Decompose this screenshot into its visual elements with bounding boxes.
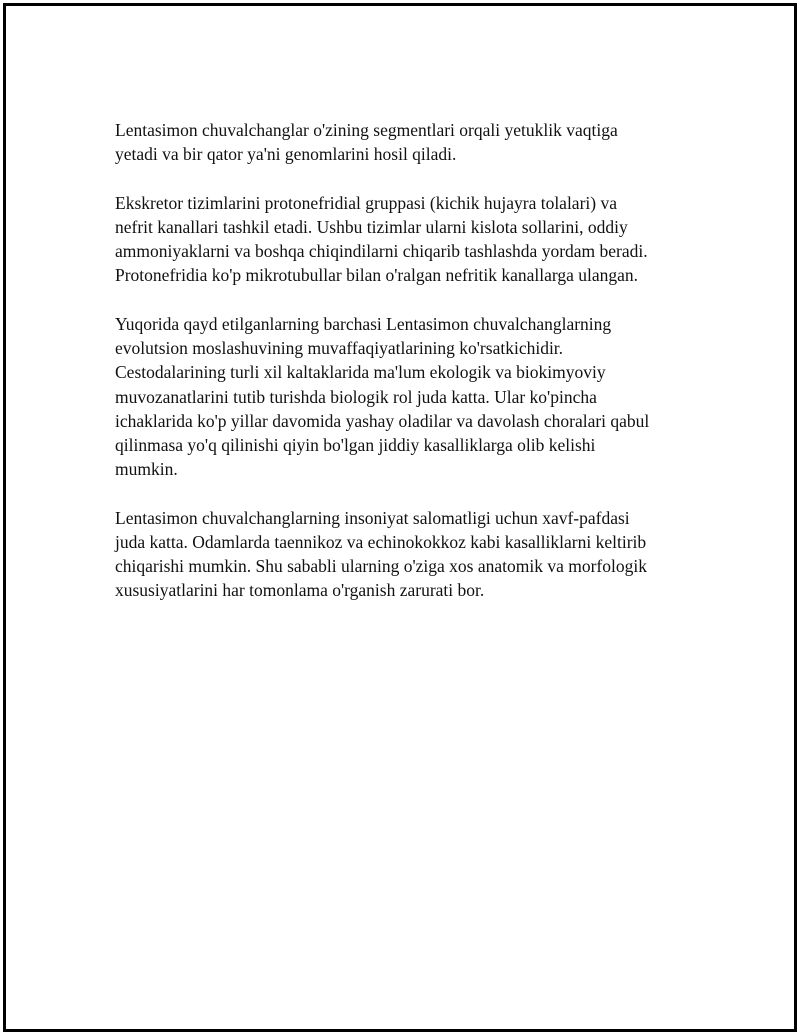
- text-line: Lentasimon chuvalchanglarning insoniyat salomatligi uchun xavf-pafdasi: [115, 507, 630, 528]
- text-line: ichaklarida ko'p yillar davomida yashay oladilar va davolash choralari qabul: [115, 410, 650, 431]
- text-line: evolutsion moslashuvining muvaffaqiyatlarining ko'rsatkichidir.: [115, 338, 564, 359]
- text-line: Yuqorida qayd etilganlarning barchasi Lentasimon chuvalchanglarning: [115, 314, 612, 334]
- text-line: muvozanatlarini tutib turishda biologik rol juda katta. Ular ko'pincha: [115, 386, 597, 407]
- text-line: Lentasimon chuvalchanglar o'zining segmentlari orqali yetuklik vaqtiga: [115, 120, 618, 140]
- text-line: mumkin.: [115, 459, 178, 480]
- text-line: Protonefridia ko'p mikrotubullar bilan o'ralgan nefritik kanallarga ulangan.: [115, 265, 639, 286]
- text-line: ammoniyaklarni va boshqa chiqindilarni chiqarib tashlashda yordam beradi.: [115, 241, 648, 262]
- paragraph-2: [115, 191, 695, 288]
- text-line: xususiyatlarini har tomonlama o'rganish zarurati bor.: [115, 580, 485, 601]
- text-line: Cestodalarining turli xil kaltaklarida ma'lum ekologik va biokimyoviy: [115, 362, 606, 383]
- paragraph-4: [115, 506, 695, 603]
- document-body: [115, 118, 695, 627]
- text-line: Ekskretor tizimlarini protonefridial gruppasi (kichik hujayra tolalari) va: [115, 192, 617, 213]
- text-line: yetadi va bir qator ya'ni genomlarini hosil qiladi.: [115, 144, 457, 165]
- text-line: chiqarishi mumkin. Shu sababli ularning o'ziga xos anatomik va morfologik: [115, 556, 647, 577]
- text-line: qilinmasa yo'q qilinishi qiyin bo'lgan jiddiy kasalliklarga olib kelishi: [115, 435, 596, 456]
- text-line: nefrit kanallari tashkil etadi. Ushbu tizimlar ularni kislota sollarini, oddiy: [115, 217, 628, 237]
- paragraph-1: [115, 118, 695, 166]
- text-line: juda katta. Odamlarda taennikoz va echinokokkoz kabi kasalliklarni keltirib: [115, 532, 647, 553]
- paragraph-3: [115, 312, 695, 481]
